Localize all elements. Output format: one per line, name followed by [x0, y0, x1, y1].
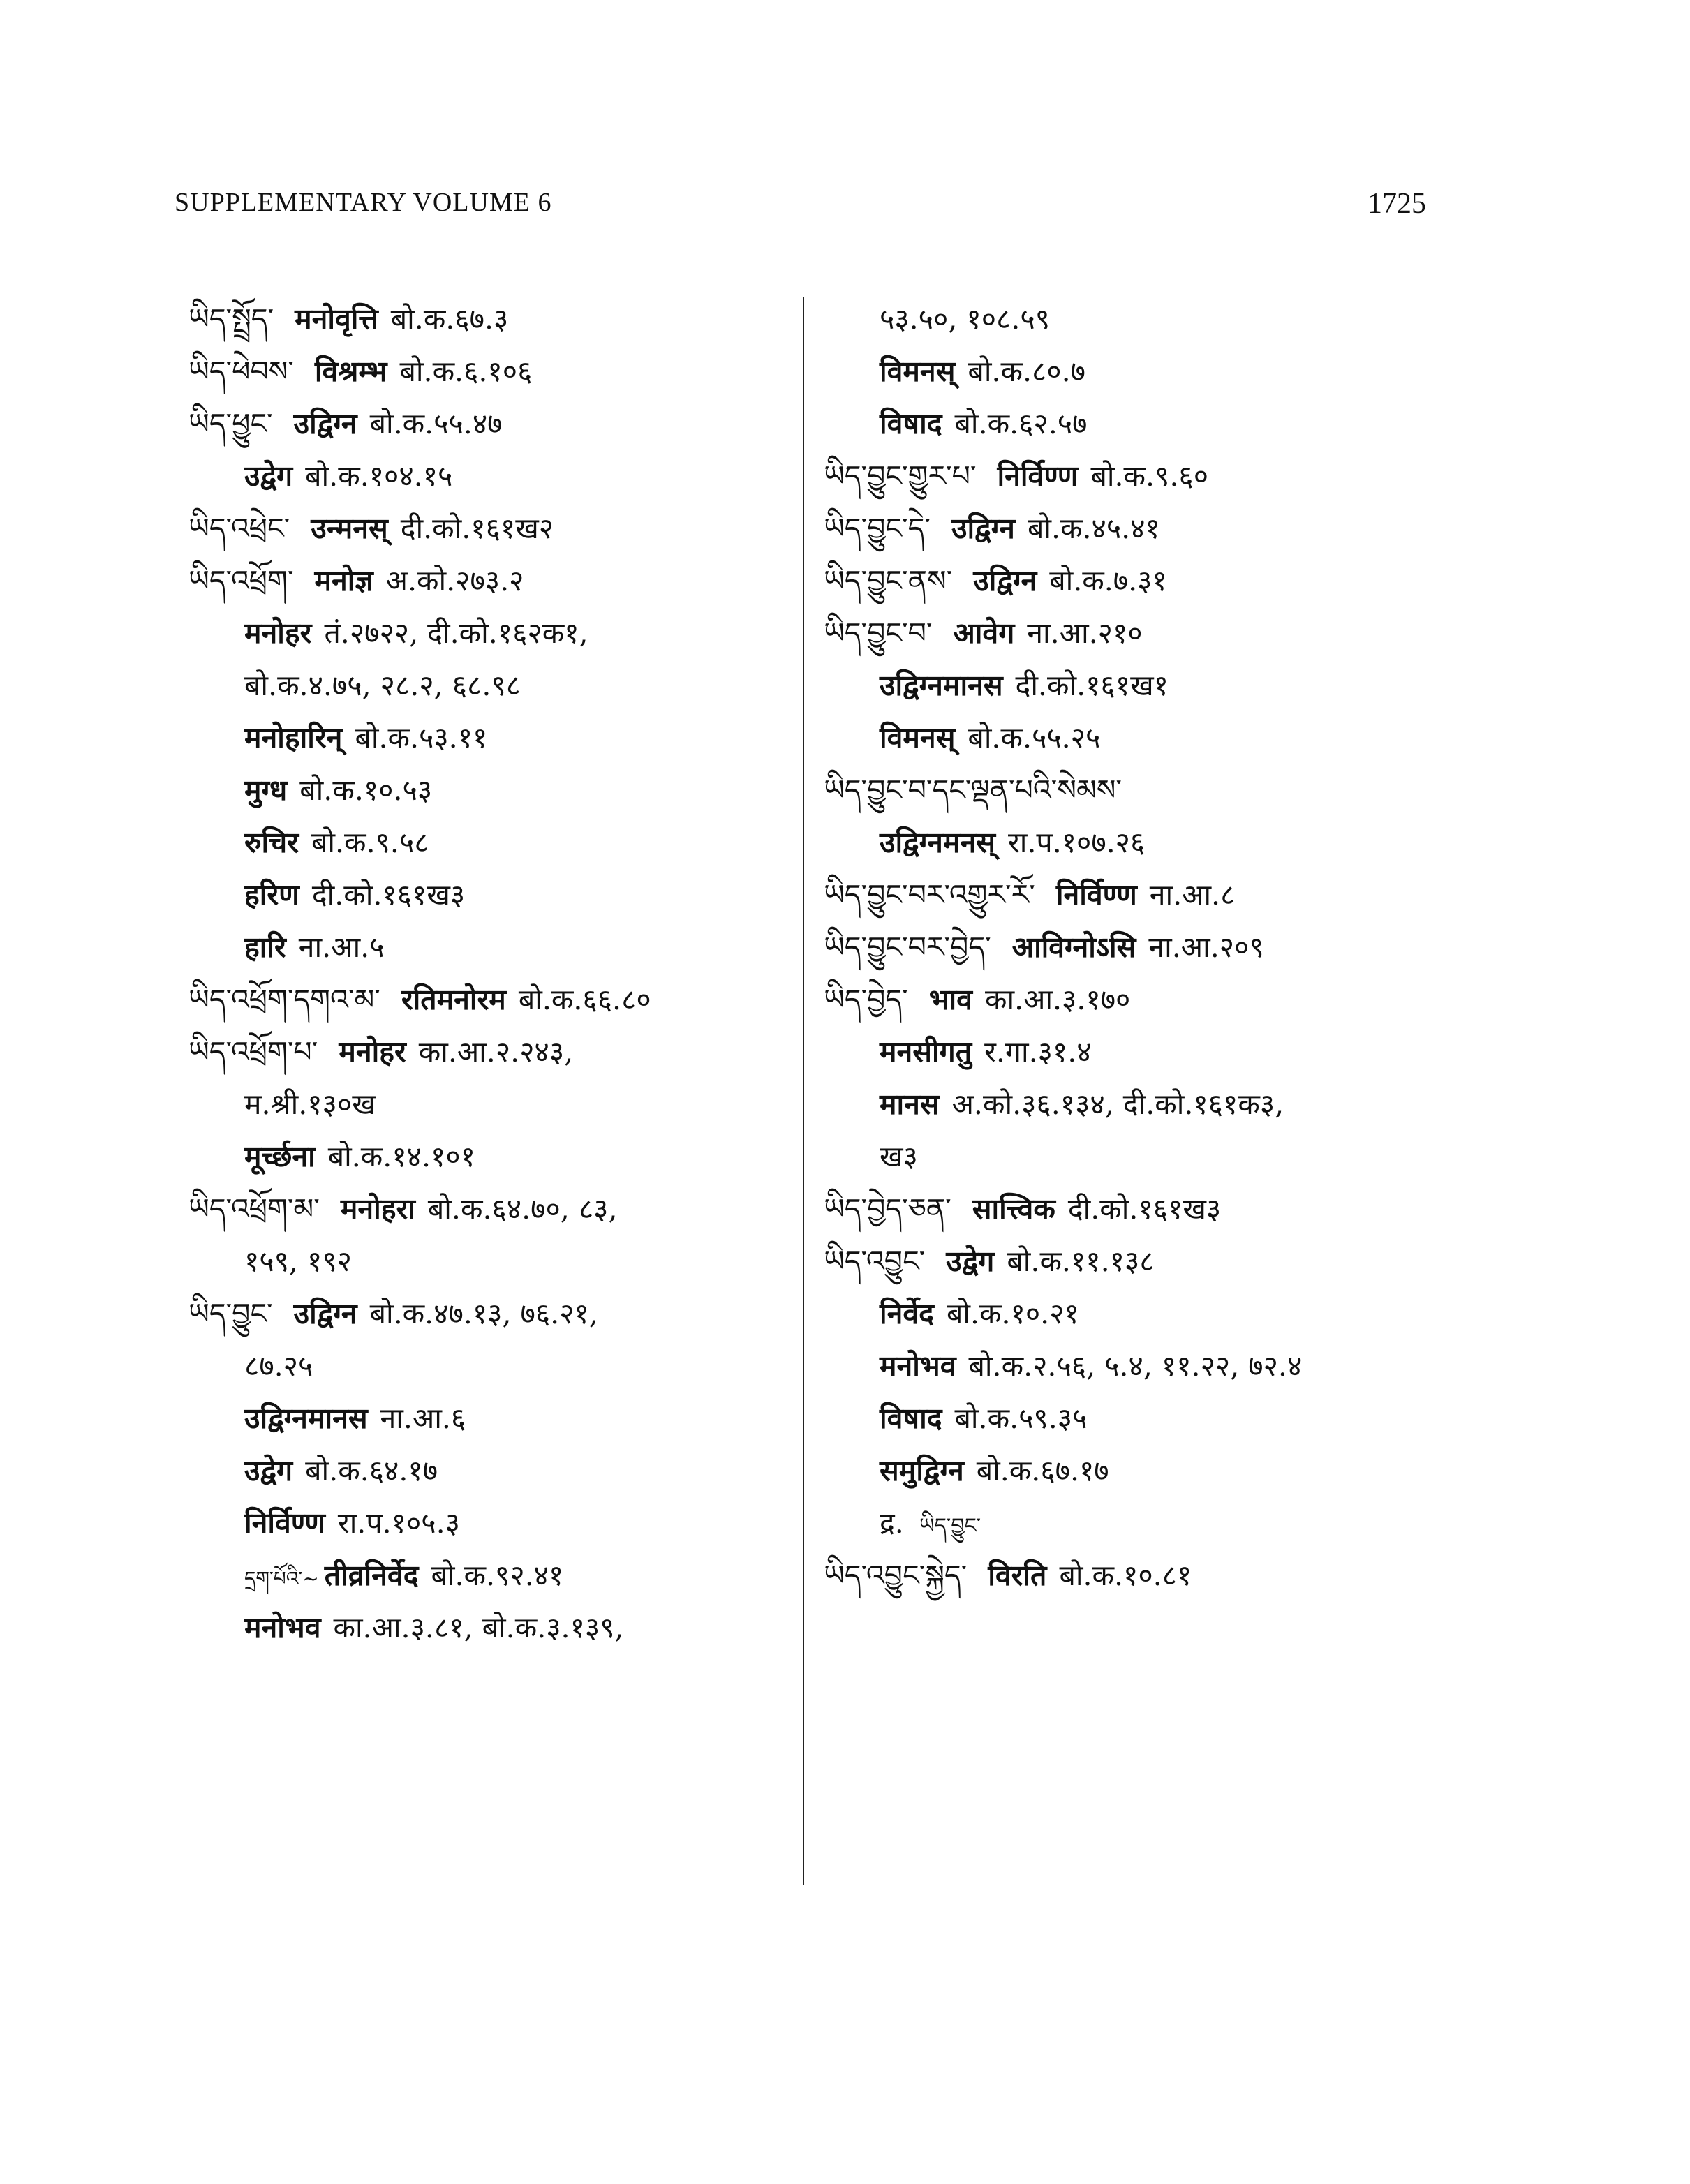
tibetan-headword: ཡིད་བྱུང་བར་འགྱུར་རོ་ — [824, 878, 1035, 912]
sanskrit-term: उद्विग्न — [293, 1297, 357, 1330]
sub-entry-line — [188, 817, 796, 869]
entry-line — [824, 555, 1466, 607]
sanskrit-term: मानस — [880, 1087, 940, 1121]
entry-line — [188, 1288, 796, 1340]
compound-prefix: དྲག་པོའི་~ — [244, 1567, 319, 1590]
source-reference: बो.क.९२.४१ — [431, 1559, 564, 1592]
tibetan-headword: ཡིད་འཕྲོག་དགའ་མ་ — [188, 983, 380, 1016]
sanskrit-term: रुचिर — [244, 826, 299, 859]
tibetan-headword: ཡིད་འབྱུང་ — [824, 1245, 926, 1278]
column-divider — [803, 297, 804, 1885]
source-reference: बो.क.६७.३ — [390, 302, 509, 336]
source-reference: र.गा.३१.४ — [984, 1035, 1092, 1069]
source-reference: दी.को.१६१ख३ — [311, 878, 466, 912]
entry-line — [824, 1235, 1466, 1288]
sub-entry-line — [188, 1602, 796, 1654]
compound-line — [188, 1550, 796, 1602]
sanskrit-term: समुद्विग्न — [880, 1454, 964, 1487]
tibetan-headword: ཡིད་འཕྲོག་ — [188, 564, 294, 597]
tibetan-headword: ཡིད་བྱུང་ནས་ — [824, 564, 953, 597]
sanskrit-term: उद्विग्न — [293, 407, 357, 440]
tibetan-headword: ཡིད་འཕྲེང་ — [188, 512, 290, 545]
sanskrit-term: उन्मनस् — [311, 512, 388, 545]
sanskrit-term: सात्त्विक — [972, 1192, 1055, 1226]
tibetan-headword: ཡིད་བྱུང་གྱུར་པ་ — [824, 459, 977, 493]
source-reference: बो.क.७.३१ — [1049, 564, 1167, 597]
sanskrit-term: तीव्रनिर्वेद — [324, 1559, 419, 1592]
tibetan-headword: ཡིད་ཕྱུང་ — [188, 407, 273, 440]
sub-entry-line — [824, 1392, 1466, 1445]
sanskrit-term: मूर्च्छना — [244, 1140, 316, 1173]
tibetan-headword: ཡིད་འཕྲོག་མ་ — [188, 1192, 320, 1226]
entry-line — [824, 974, 1466, 1026]
sub-entry-line — [188, 869, 796, 921]
sub-entry-line — [188, 764, 796, 817]
sanskrit-term: मनसीगतु — [880, 1035, 972, 1069]
sanskrit-term: मुग्ध — [244, 773, 288, 807]
source-reference: म.श्री.१३०ख — [244, 1087, 376, 1121]
sanskrit-term: मनोवृत्ति — [295, 302, 378, 336]
sanskrit-term: उद्विग्नमनस् — [880, 826, 995, 859]
source-reference: ना.आ.८ — [1149, 878, 1236, 912]
sub-entry-line — [188, 712, 796, 764]
sub-entry-line — [824, 1340, 1466, 1392]
right-column — [824, 293, 1466, 1602]
source-reference: तं.२७२२, दी.को.१६२क१, — [324, 616, 588, 650]
left-column — [188, 293, 796, 1654]
tibetan-headword: ཡིད་འཕྲོག་པ་ — [188, 1035, 318, 1069]
sub-entry-line — [824, 398, 1466, 450]
sanskrit-term: मनोहर — [339, 1035, 406, 1069]
entry-line — [824, 764, 1466, 817]
sanskrit-term: विमनस् — [880, 355, 956, 388]
continuation-line — [188, 1078, 796, 1131]
sanskrit-term: मनोभव — [880, 1349, 956, 1383]
sanskrit-term: विषाद — [880, 407, 942, 440]
source-reference: बो.क.५५.४७ — [369, 407, 503, 440]
entry-line — [824, 921, 1466, 974]
entry-line — [188, 346, 796, 398]
source-reference: बो.क.६२.५७ — [954, 407, 1088, 440]
tibetan-headword: ཡིད་བྱུང་ — [188, 1297, 273, 1330]
sanskrit-term: उद्विग्न — [973, 564, 1037, 597]
sub-entry-line — [824, 346, 1466, 398]
tibetan-headword: ཡིད་བྱུང་བར་བྱེད་ — [824, 930, 991, 964]
sanskrit-term: विश्रम्भ — [314, 355, 387, 388]
sanskrit-term: आविग्नोऽसि — [1011, 930, 1136, 964]
continuation-line — [824, 293, 1466, 346]
entry-line — [188, 398, 796, 450]
entry-line — [824, 503, 1466, 555]
source-reference: ८७.२५ — [244, 1349, 313, 1383]
source-reference: बो.क.६७.१७ — [976, 1454, 1109, 1487]
entry-line — [824, 450, 1466, 503]
entry-line — [824, 869, 1466, 921]
source-reference: बो.क.१०.८१ — [1059, 1559, 1192, 1592]
source-reference: बो.क.४७.१३, ७६.२१, — [369, 1297, 598, 1330]
source-reference: १५९, १९२ — [244, 1245, 352, 1278]
cross-reference-marker: द्र. — [880, 1506, 904, 1540]
source-reference: बो.क.५३.११ — [355, 721, 488, 755]
tibetan-headword: ཡིད་ཕེབས་ — [188, 355, 294, 388]
sub-entry-line — [824, 660, 1466, 712]
tibetan-headword: ཡིད་འབྱུང་སྐྱེད་ — [824, 1559, 968, 1592]
source-reference: बो.क.६६.८० — [518, 983, 651, 1016]
sanskrit-term: उद्वेग — [244, 459, 293, 493]
tibetan-headword: ཡིད་སྤྲོད་ — [188, 302, 274, 336]
source-reference: ना.आ.५ — [298, 930, 385, 964]
sanskrit-term: निर्विण्ण — [1055, 878, 1137, 912]
continuation-line — [188, 660, 796, 712]
source-reference: अ.को.३६.१३४, दी.को.१६१क३, — [951, 1087, 1284, 1121]
entry-line — [824, 1550, 1466, 1602]
sanskrit-term: मनोहर — [244, 616, 312, 650]
sub-entry-line — [188, 1131, 796, 1183]
source-reference: ५३.५०, १०८.५९ — [880, 302, 1051, 336]
sanskrit-term: रतिमनोरम — [401, 983, 506, 1016]
source-reference: दी.को.१६१ख३ — [1067, 1192, 1222, 1226]
source-reference: रा.प.१०७.२६ — [1007, 826, 1146, 859]
cross-reference-line — [824, 1497, 1466, 1550]
sanskrit-term: निर्वेद — [880, 1297, 934, 1330]
cross-reference-target: ཡིད་བྱུང་ — [919, 1514, 981, 1538]
source-reference: का.आ.२.२४३, — [418, 1035, 574, 1069]
sanskrit-term: उद्वेग — [946, 1245, 995, 1278]
sub-entry-line — [188, 1445, 796, 1497]
sanskrit-term: उद्वेग — [244, 1454, 293, 1487]
source-reference: बो.क.१०.२१ — [946, 1297, 1079, 1330]
entry-line — [188, 555, 796, 607]
sanskrit-term: विमनस् — [880, 721, 956, 755]
source-reference: बो.क.६४.१७ — [305, 1454, 438, 1487]
sub-entry-line — [824, 1078, 1466, 1131]
entry-line — [824, 1183, 1466, 1235]
source-reference: बो.क.२.५६, ५.४, ११.२२, ७२.४ — [968, 1349, 1303, 1383]
sanskrit-term: उद्विग्न — [951, 512, 1015, 545]
sanskrit-term: हरिण — [244, 878, 299, 912]
source-reference: बो.क.१४.१०१ — [327, 1140, 475, 1173]
source-reference: बो.क.६४.७०, ८३, — [427, 1192, 618, 1226]
source-reference: बो.क.११.१३८ — [1007, 1245, 1155, 1278]
sanskrit-term: मनोहरा — [340, 1192, 415, 1226]
sanskrit-term: भाव — [928, 983, 972, 1016]
sanskrit-term: निर्विण्ण — [244, 1506, 325, 1540]
continuation-line — [824, 1131, 1466, 1183]
sub-entry-line — [824, 1288, 1466, 1340]
sanskrit-term: हारि — [244, 930, 286, 964]
entry-line — [188, 1026, 796, 1078]
sub-entry-line — [824, 817, 1466, 869]
source-reference: रा.प.१०५.३ — [337, 1506, 460, 1540]
source-reference: अ.को.२७३.२ — [385, 564, 524, 597]
source-reference: बो.क.९.६० — [1090, 459, 1209, 493]
source-reference: दी.को.१६१ख१ — [1015, 669, 1169, 702]
source-reference: बो.क.६.१०६ — [399, 355, 533, 388]
sanskrit-term: मनोहारिन् — [244, 721, 343, 755]
source-reference: बो.क.५५.२५ — [968, 721, 1101, 755]
running-head: SUPPLEMENTARY VOLUME 6 — [175, 188, 552, 217]
source-reference: बो.क.८०.७ — [968, 355, 1085, 388]
entry-line — [188, 293, 796, 346]
sub-entry-line — [188, 450, 796, 503]
tibetan-headword: ཡིད་བྱུང་བ་ — [824, 616, 933, 650]
sanskrit-term: विरति — [988, 1559, 1047, 1592]
sub-entry-line — [188, 1392, 796, 1445]
page-number: 1725 — [1367, 188, 1426, 220]
tibetan-headword: ཡིད་བྱུང་དེ་ — [824, 512, 931, 545]
source-reference: ना.आ.२०९ — [1148, 930, 1264, 964]
continuation-line — [188, 1340, 796, 1392]
sanskrit-term: उद्विग्नमानस — [880, 669, 1003, 702]
entry-line — [824, 607, 1466, 660]
entry-line — [188, 1183, 796, 1235]
source-reference: का.आ.३.१७० — [984, 983, 1131, 1016]
source-reference: बो.क.१०४.१५ — [305, 459, 453, 493]
sub-entry-line — [188, 1497, 796, 1550]
sanskrit-term: विषाद — [880, 1402, 942, 1435]
source-reference: बो.क.९.५८ — [311, 826, 429, 859]
sub-entry-line — [824, 1445, 1466, 1497]
source-reference: बो.क.५९.३५ — [954, 1402, 1088, 1435]
sanskrit-term: निर्विण्ण — [997, 459, 1079, 493]
entry-line — [188, 503, 796, 555]
sub-entry-line — [188, 921, 796, 974]
source-reference: ना.आ.६ — [380, 1402, 466, 1435]
source-reference: का.आ.३.८१, बो.क.३.१३९, — [333, 1611, 624, 1644]
sanskrit-term: आवेग — [953, 616, 1015, 650]
source-reference: ना.आ.२१० — [1027, 616, 1143, 650]
sub-entry-line — [824, 1026, 1466, 1078]
sub-entry-line — [824, 712, 1466, 764]
tibetan-headword: ཡིད་བྱུང་བ་དང་ལྡན་པའི་སེམས་ — [824, 773, 1122, 807]
sanskrit-term: उद्विग्नमानस — [244, 1402, 368, 1435]
source-reference: बो.क.१०.५३ — [299, 773, 433, 807]
tibetan-headword: ཡིད་བྱེད་ཅན་ — [824, 1192, 951, 1226]
tibetan-headword: ཡིད་བྱེད་ — [824, 983, 908, 1016]
sanskrit-term: मनोज्ञ — [314, 564, 373, 597]
source-reference: ख३ — [880, 1140, 918, 1173]
source-reference: बो.क.४.७५, २८.२, ६८.९८ — [244, 669, 521, 702]
entry-line — [188, 974, 796, 1026]
source-reference: बो.क.४५.४१ — [1027, 512, 1160, 545]
sub-entry-line — [188, 607, 796, 660]
source-reference: दी.को.१६१ख२ — [400, 512, 554, 545]
continuation-line — [188, 1235, 796, 1288]
sanskrit-term: मनोभव — [244, 1611, 321, 1644]
